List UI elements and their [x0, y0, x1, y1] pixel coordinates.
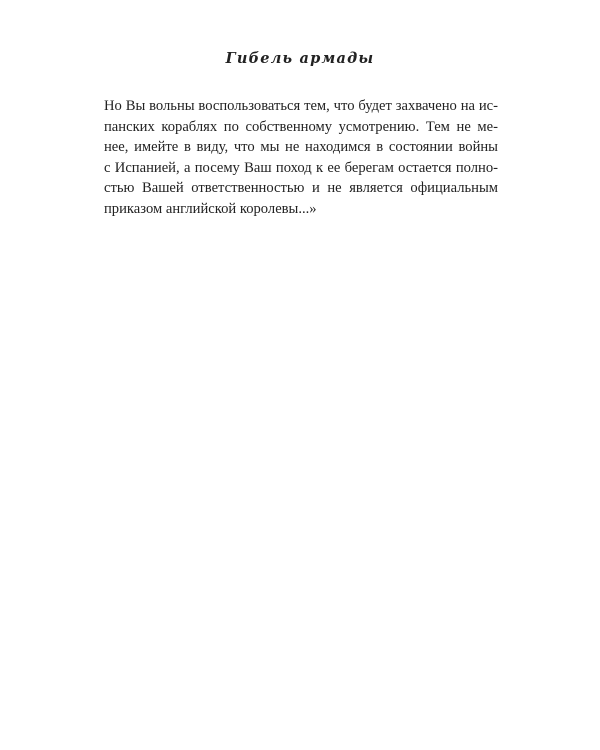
paragraph-line: панских кораблях по собственному усмотрению. Тем не ме-: [104, 118, 498, 135]
body-paragraph: [104, 96, 498, 220]
paragraph-line: нее, имейте в виду, что мы не находимся в состоянии войны: [104, 139, 498, 156]
paragraph-line: Но Вы вольны воспользоваться тем, что будет захвачено на ис-: [104, 98, 498, 114]
paragraph-line: с Испанией, а посему Ваш поход к ее берегам остается полно-: [104, 159, 498, 176]
running-head-title: Гибель армады: [225, 50, 375, 67]
paragraph-line: стью Вашей ответственностью и не является официальным: [104, 180, 498, 197]
paragraph-line: приказом английской королевы...»: [104, 200, 317, 217]
